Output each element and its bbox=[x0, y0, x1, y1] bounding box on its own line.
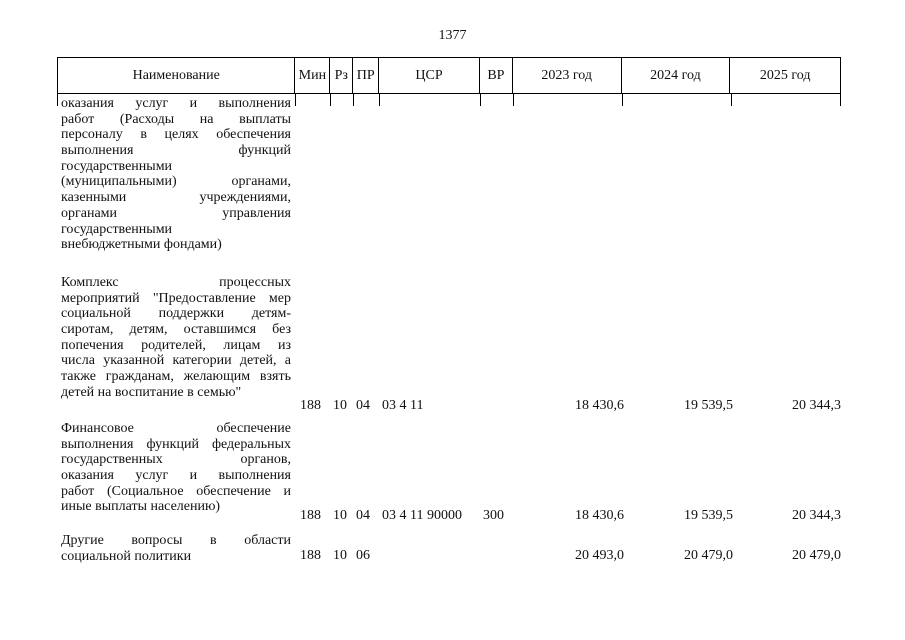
cell-2025: 20 479,0 bbox=[792, 548, 841, 563]
row-name-line: Другие вопросы в области bbox=[61, 533, 291, 548]
column-border bbox=[57, 94, 58, 106]
header-pr: ПР bbox=[353, 58, 379, 93]
row-name-line: оказания услуг и выполнения bbox=[61, 468, 291, 484]
column-border bbox=[480, 94, 481, 106]
cell-pr: 06 bbox=[356, 548, 370, 563]
row-name-line: выполнения функций федеральных bbox=[61, 436, 291, 452]
row-name-line: оказания услуг и выполнения bbox=[61, 96, 291, 111]
header-name: Наименование bbox=[58, 58, 295, 93]
row-name-line: социальной политики bbox=[61, 548, 192, 564]
cell-csr: 03 4 11 90000 bbox=[382, 508, 462, 523]
column-border bbox=[353, 94, 354, 106]
row-name-line: казенными учреждениями, bbox=[61, 190, 291, 206]
cell-2023: 20 493,0 bbox=[575, 548, 624, 563]
row-name-line: Финансовое обеспечение bbox=[61, 421, 291, 436]
row-name-line: работ (Социальное обеспечение и bbox=[61, 483, 291, 499]
cell-min: 188 bbox=[300, 398, 321, 413]
row-name bbox=[61, 533, 291, 564]
page-number: 1377 bbox=[438, 28, 467, 43]
column-border bbox=[513, 94, 514, 106]
row-name-line: органами управления bbox=[61, 205, 291, 221]
row-name bbox=[61, 421, 291, 515]
cell-2024: 19 539,5 bbox=[684, 508, 733, 523]
row-name bbox=[61, 96, 291, 253]
column-border bbox=[295, 94, 296, 106]
cell-rz: 10 bbox=[333, 548, 347, 563]
row-name-line: числа указанной категории детей, а bbox=[61, 353, 291, 369]
header-2024: 2024 год bbox=[622, 58, 731, 93]
row-name-line: попечения родителей, лицам из bbox=[61, 337, 291, 353]
header-2023: 2023 год bbox=[513, 58, 622, 93]
cell-rz: 10 bbox=[333, 398, 347, 413]
column-border bbox=[622, 94, 623, 106]
cell-2023: 18 430,6 bbox=[575, 398, 624, 413]
row-name-line: сиротам, детям, оставшимся без bbox=[61, 322, 291, 338]
header-csr: ЦСР bbox=[379, 58, 480, 93]
row-name-line: выполнения функций bbox=[61, 143, 291, 159]
row-name-line: Комплекс процессных bbox=[61, 275, 291, 290]
row-name-line: государственными bbox=[61, 158, 173, 174]
row-name-line: (муниципальными) органами, bbox=[61, 174, 291, 190]
row-name-line: государственных органов, bbox=[61, 452, 291, 468]
cell-min: 188 bbox=[300, 508, 321, 523]
header-rz: Рз bbox=[330, 58, 353, 93]
row-name-line: также гражданам, желающим взять bbox=[61, 369, 291, 385]
row-name-line: работ (Расходы на выплаты bbox=[61, 111, 291, 127]
row-name-line: персоналу в целях обеспечения bbox=[61, 127, 291, 143]
row-name-line: иные выплаты населению) bbox=[61, 499, 221, 515]
cell-csr: 03 4 11 bbox=[382, 398, 424, 413]
cell-pr: 04 bbox=[356, 508, 370, 523]
row-name-line: государственными bbox=[61, 221, 173, 237]
column-border bbox=[731, 94, 732, 106]
row-name bbox=[61, 275, 291, 401]
cell-min: 188 bbox=[300, 548, 321, 563]
header-2025: 2025 год bbox=[759, 67, 811, 83]
cell-pr: 04 bbox=[356, 398, 370, 413]
row-name-line: внебюджетными фондами) bbox=[61, 237, 222, 253]
cell-vr: 300 bbox=[483, 508, 504, 523]
cell-2024: 20 479,0 bbox=[684, 548, 733, 563]
row-name-line: мероприятий "Предоставление мер bbox=[61, 290, 291, 306]
cell-2025: 20 344,3 bbox=[792, 508, 841, 523]
cell-rz: 10 bbox=[333, 508, 347, 523]
header-vr: ВР bbox=[480, 58, 513, 93]
column-border bbox=[330, 94, 331, 106]
cell-2023: 18 430,6 bbox=[575, 508, 624, 523]
column-border bbox=[379, 94, 380, 106]
cell-2025: 20 344,3 bbox=[792, 398, 841, 413]
row-name-line: социальной поддержки детям- bbox=[61, 306, 291, 322]
table-header bbox=[57, 57, 841, 94]
header-min: Мин bbox=[295, 58, 330, 93]
row-name-line: детей на воспитание в семью" bbox=[61, 384, 242, 400]
cell-2024: 19 539,5 bbox=[684, 398, 733, 413]
column-border bbox=[840, 94, 841, 106]
